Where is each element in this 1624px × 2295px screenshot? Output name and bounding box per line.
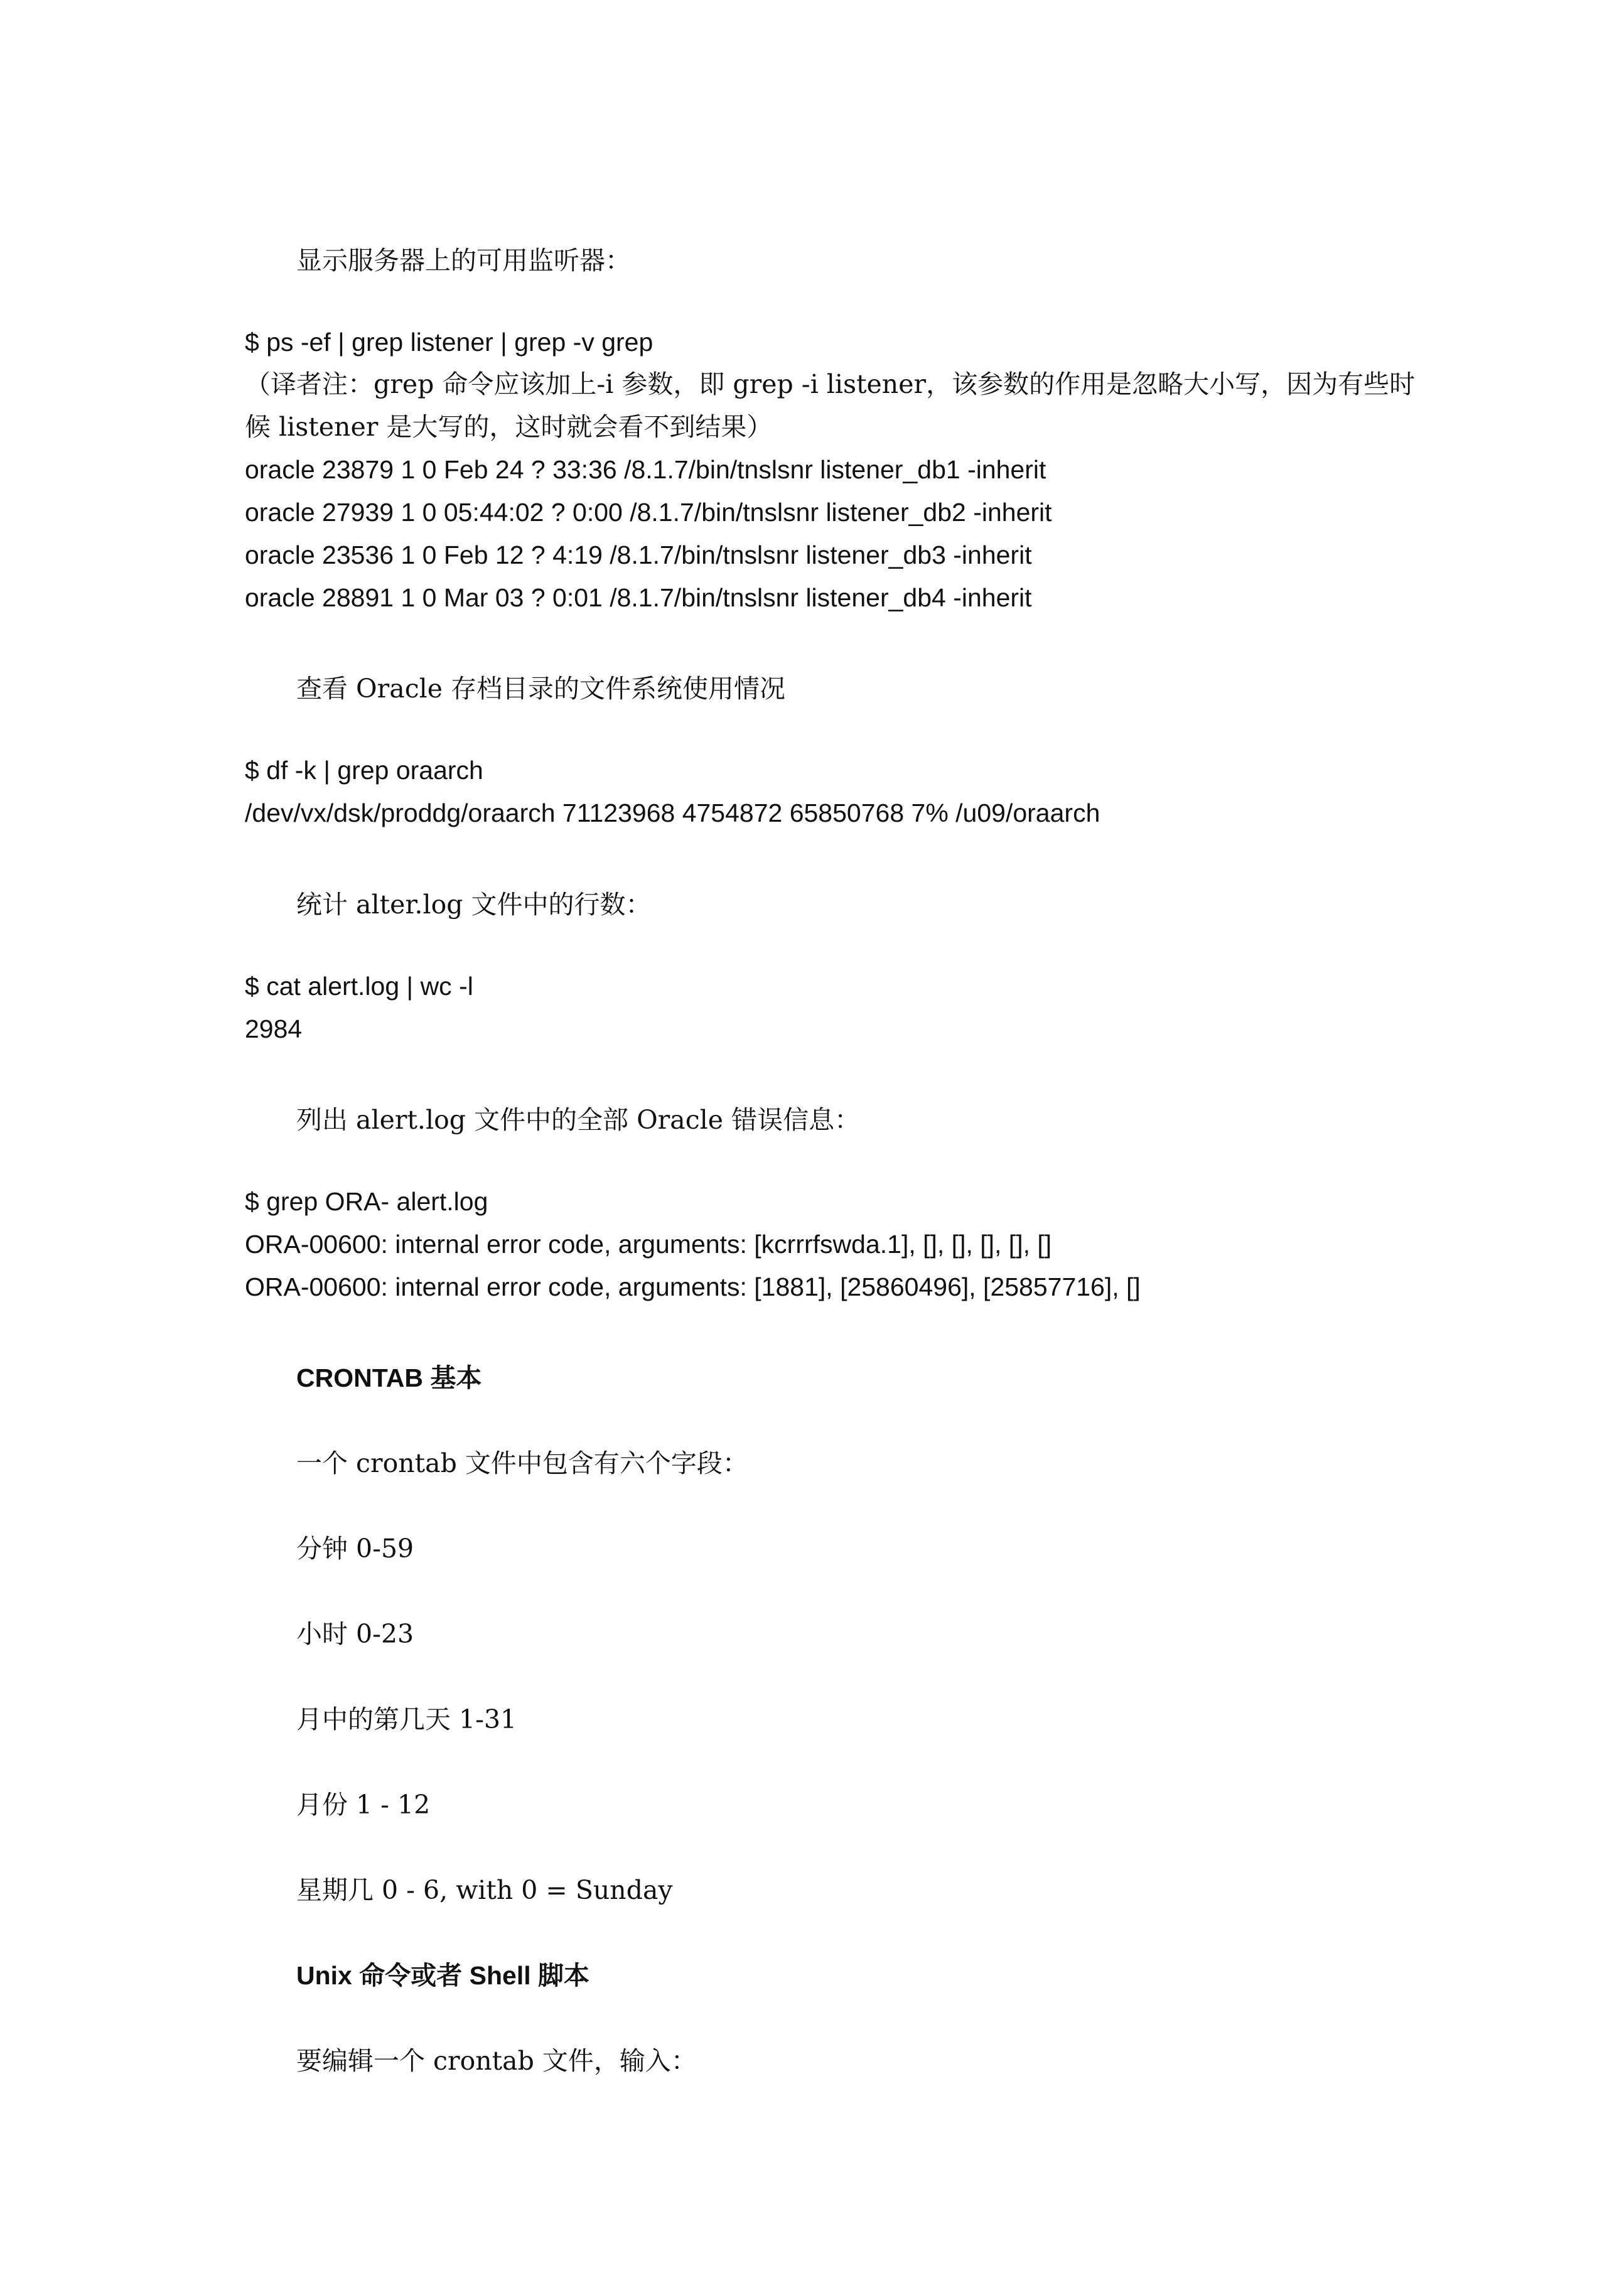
field-hour: 小时 0-23	[296, 1619, 414, 1649]
paragraph-list-errors: 列出 alert.log 文件中的全部 Oracle 错误信息：	[296, 1105, 861, 1135]
command-cat-wc: $ cat alert.log | wc -l	[245, 972, 473, 1001]
field-month: 月份 1 - 12	[296, 1790, 431, 1820]
paragraph-archive-usage: 查看 Oracle 存档目录的文件系统使用情况	[296, 674, 786, 704]
heading-crontab-basics: CRONTAB 基本	[296, 1363, 482, 1392]
output-line: oracle 28891 1 0 Mar 03 ? 0:01 /8.1.7/bin/tnslsnr listener_db4 -inherit	[245, 583, 1032, 612]
translator-note-line-2: 候 listener 是大写的，这时就会看不到结果）	[245, 412, 773, 442]
output-line: oracle 23536 1 0 Feb 12 ? 4:19 /8.1.7/bin/tnslsnr listener_db3 -inherit	[245, 540, 1032, 569]
output-line: oracle 23879 1 0 Feb 24 ? 33:36 /8.1.7/bin/tnslsnr listener_db1 -inherit	[245, 455, 1046, 484]
field-day-of-month: 月中的第几天 1-31	[296, 1704, 517, 1734]
field-day-of-week: 星期几 0 - 6, with 0 = Sunday	[296, 1875, 673, 1905]
output-line: ORA-00600: internal error code, arguments: [kcrrrfswda.1], [], [], [], [], []	[245, 1230, 1052, 1259]
output-line: /dev/vx/dsk/proddg/oraarch 71123968 4754872 65850768 7% /u09/oraarch	[245, 798, 1100, 827]
command-grep-ora: $ grep ORA- alert.log	[245, 1187, 488, 1216]
paragraph-count-lines: 统计 alter.log 文件中的行数：	[296, 890, 652, 920]
paragraph-six-fields: 一个 crontab 文件中包含有六个字段：	[296, 1448, 748, 1478]
command-ps-grep: $ ps -ef | grep listener | grep -v grep	[245, 328, 653, 357]
output-line: oracle 27939 1 0 05:44:02 ? 0:00 /8.1.7/bin/tnslsnr listener_db2 -inherit	[245, 498, 1052, 527]
output-line: ORA-00600: internal error code, arguments: [1881], [25860496], [25857716], []	[245, 1272, 1141, 1301]
field-minute: 分钟 0-59	[296, 1534, 414, 1564]
heading-unix-command: Unix 命令或者 Shell 脚本	[296, 1961, 589, 1990]
command-df-grep: $ df -k | grep oraarch	[245, 756, 483, 785]
paragraph-show-listeners: 显示服务器上的可用监听器：	[296, 245, 631, 276]
paragraph-edit-crontab: 要编辑一个 crontab 文件，输入：	[296, 2046, 697, 2076]
translator-note-line-1: （译者注：grep 命令应该加上-i 参数，即 grep -i listener，该参数的作用是忽略大小写，因为有些时	[245, 369, 1416, 399]
output-line: 2984	[245, 1014, 303, 1043]
